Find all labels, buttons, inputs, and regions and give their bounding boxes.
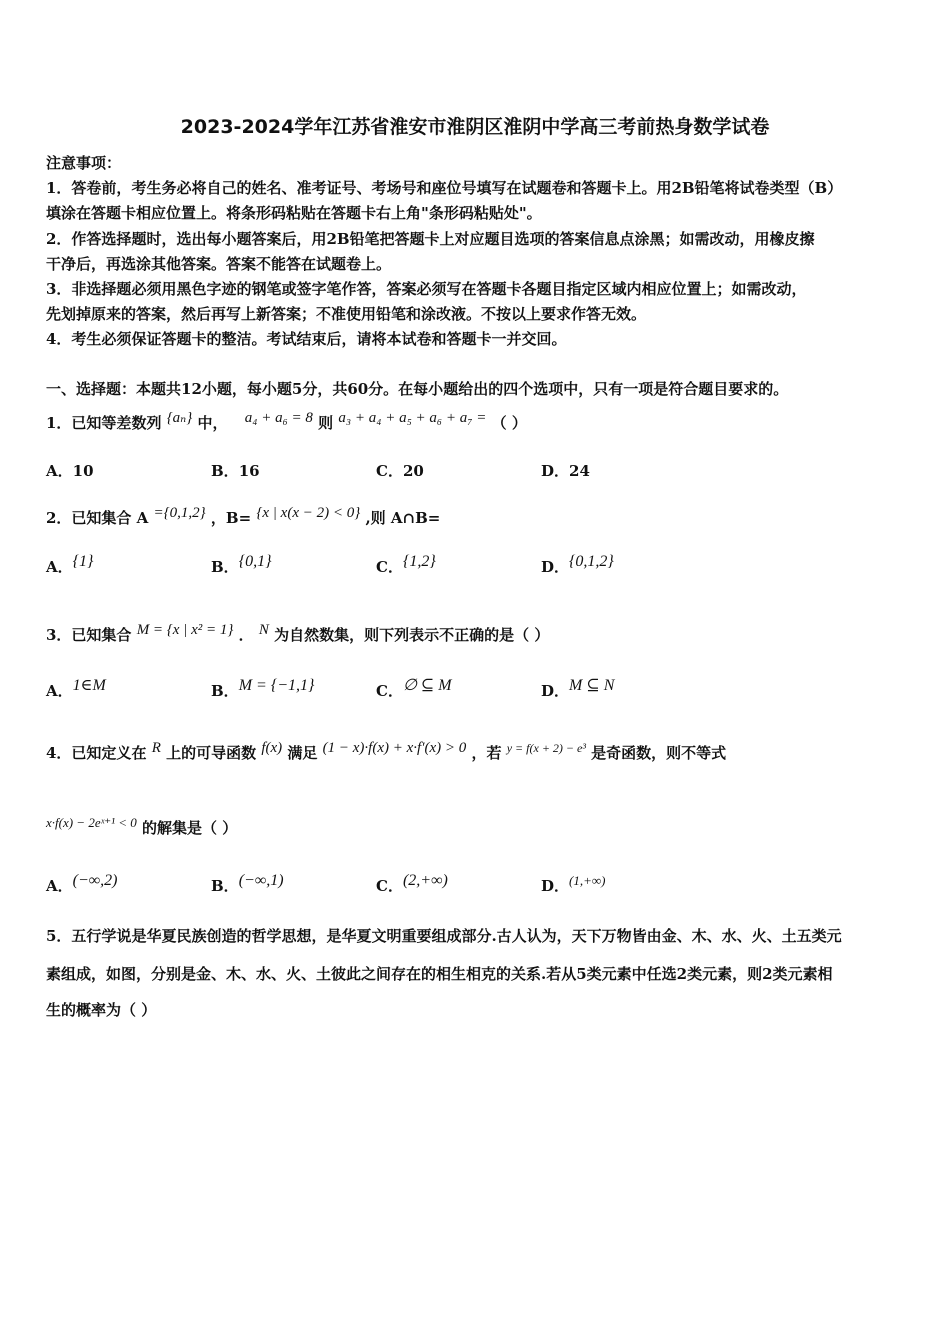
question-2: 2．已知集合 A ={0,1,2} ，B= {x | x(x − 2) < 0} ,则 A∩B= bbox=[46, 505, 441, 527]
q1-condition: a₄ + a₆ = 8 bbox=[244, 410, 313, 426]
notice-line: 填涂在答题卡相应位置上。将条形码粘贴在答题卡右上角"条形码粘贴处"。 bbox=[46, 204, 542, 222]
q3-option-c[interactable]: C．∅ ⊆ M bbox=[376, 677, 452, 700]
q2-option-b[interactable]: B．{0,1} bbox=[211, 553, 272, 576]
q4-option-a[interactable]: A．(−∞,2) bbox=[46, 872, 118, 895]
question-5-line: 素组成，如图，分别是金、木、水、火、土彼此之间存在的相生相克的关系.若从5类元素中任选2类元素，则2类元素相 bbox=[46, 965, 833, 983]
q4-option-b[interactable]: B．(−∞,1) bbox=[211, 872, 284, 895]
question-5-line: 生的概率为（ ） bbox=[46, 1001, 157, 1019]
q4-r: R bbox=[151, 740, 161, 756]
notice-heading: 注意事项： bbox=[46, 154, 122, 172]
notice-line: 4．考生必须保证答题卡的整洁。考试结束后，请将本试卷和答题卡一并交回。 bbox=[46, 330, 567, 348]
q3-option-d[interactable]: D．M ⊆ N bbox=[541, 677, 615, 700]
q2-option-d[interactable]: D．{0,1,2} bbox=[541, 553, 614, 576]
q3-set-n: N bbox=[258, 622, 269, 638]
q1-sequence: {aₙ} bbox=[166, 410, 193, 426]
section-heading: 一、选择题：本题共12小题，每小题5分，共60分。在每小题给出的四个选项中，只有一项是符合题目要求的。 bbox=[46, 380, 789, 398]
question-5-line: 5．五行学说是华夏民族创造的哲学思想，是华夏文明重要组成部分.古人认为，天下万物皆由金、木、水、火、土五类元 bbox=[46, 927, 842, 945]
notice-line: 先划掉原来的答案，然后再写上新答案；不准使用铅笔和涂改液。不按以上要求作答无效。 bbox=[46, 305, 647, 323]
q3-set-m: M = {x | x² = 1} bbox=[136, 622, 234, 638]
page-title: 2023-2024学年江苏省淮安市淮阴区淮阴中学高三考前热身数学试卷 bbox=[180, 116, 770, 138]
q1-option-a[interactable]: A．10 bbox=[46, 462, 94, 480]
q3-option-a[interactable]: A．1∈M bbox=[46, 677, 106, 700]
q1-expression: a₃ + a₄ + a₅ + a₆ + a₇ = bbox=[338, 410, 487, 426]
q2-option-a[interactable]: A．{1} bbox=[46, 553, 94, 576]
question-4-cont: x·f(x) − 2eˣ⁺¹ < 0 的解集是（ ） bbox=[46, 815, 238, 837]
notice-line: 1．答卷前，考生务必将自己的姓名、准考证号、考场号和座位号填写在试题卷和答题卡上。用2B铅笔将试卷类型（B） bbox=[46, 179, 843, 197]
q4-option-c[interactable]: C．(2,+∞) bbox=[376, 872, 448, 895]
q3-option-b[interactable]: B．M = {−1,1} bbox=[211, 677, 315, 700]
notice-line: 2．作答选择题时，选出每小题答案后，用2B铅笔把答题卡上对应题目选项的答案信息点涂黑；如需改动，用橡皮擦 bbox=[46, 230, 815, 248]
notice-line: 3．非选择题必须用黑色字迹的钢笔或签字笔作答，答案必须写在答题卡各题目指定区域内相应位置上；如需改动， bbox=[46, 280, 807, 298]
q2-option-c[interactable]: C．{1,2} bbox=[376, 553, 436, 576]
q1-option-b[interactable]: B．16 bbox=[211, 462, 260, 480]
q2-set-a: ={0,1,2} bbox=[153, 505, 206, 521]
q1-option-c[interactable]: C．20 bbox=[376, 462, 424, 480]
q4-fx: f(x) bbox=[261, 740, 283, 756]
notice-line: 干净后，再选涂其他答案。答案不能答在试题卷上。 bbox=[46, 255, 392, 273]
question-1: 1．已知等差数列 {aₙ} 中， a₄ + a₆ = 8 则 a₃ + a₄ + a₅ + a₆ + a₇ = （ ） bbox=[46, 410, 527, 432]
q2-set-b: {x | x(x − 2) < 0} bbox=[256, 505, 361, 521]
q4-function-y: y = f(x + 2) − e³ bbox=[506, 741, 586, 755]
q1-option-d[interactable]: D．24 bbox=[541, 462, 590, 480]
q4-condition: (1 − x)·f(x) + x·f′(x) > 0 bbox=[322, 740, 467, 756]
q4-option-d[interactable]: D．(1,+∞) bbox=[541, 873, 606, 895]
question-3: 3．已知集合 M = {x | x² = 1} ． N 为自然数集，则下列表示不正确的是（ ） bbox=[46, 622, 550, 644]
question-4: 4．已知定义在 R 上的可导函数 f(x) 满足 (1 − x)·f(x) + x·f′(x) > 0 ，若 $^{y = f(x + 2) - e^3}$ 是奇函数，则不等式 bbox=[46, 740, 727, 762]
q4-inequality: x·f(x) − 2eˣ⁺¹ < 0 bbox=[46, 815, 137, 830]
